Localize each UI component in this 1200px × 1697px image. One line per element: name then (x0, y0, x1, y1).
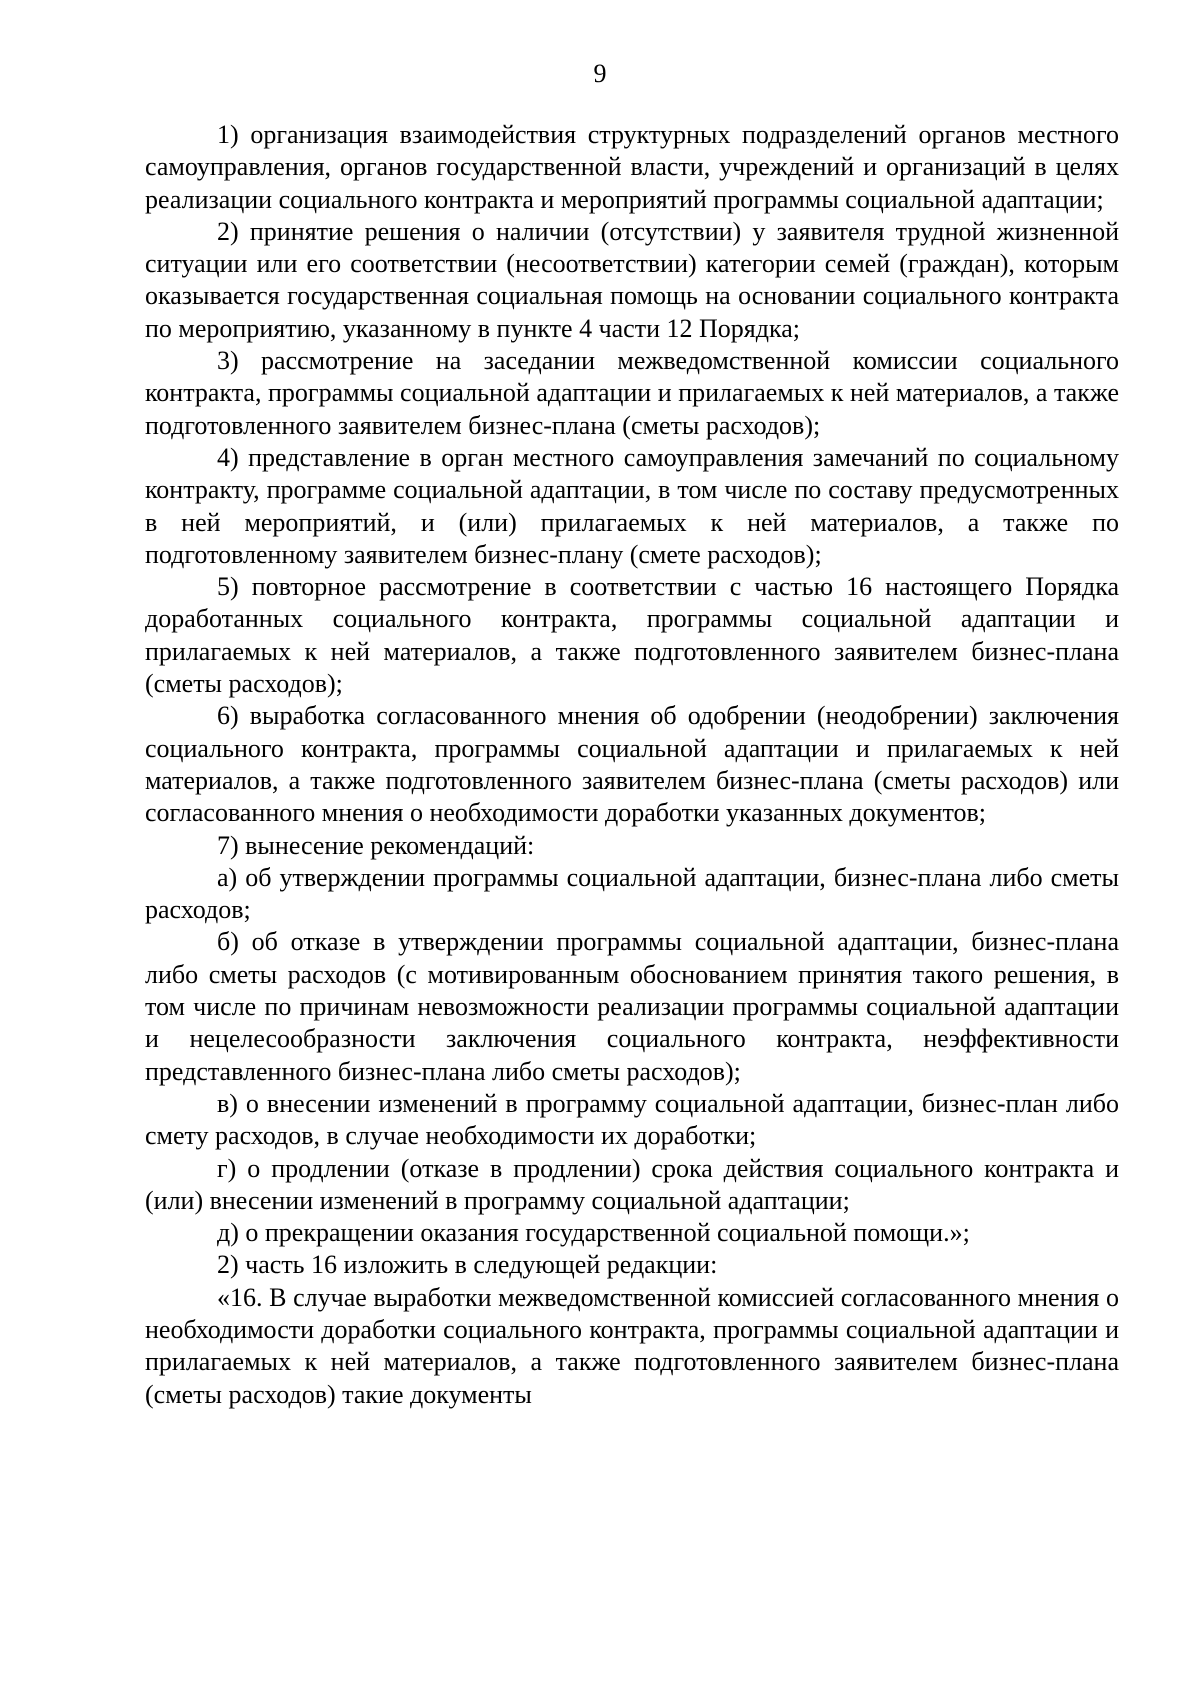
paragraph-item-4: 4) представление в орган местного самоуправления замечаний по социальному контракту, программе социальной адаптации, в том числе по составу предусмотренных в ней мероприятий, и (или) прилагаемых к ней материалов, а также по подготовленному заявителем бизнес-плану (смете расходов); (145, 442, 1119, 569)
paragraph-part-16: «16. В случае выработки межведомственной комиссией согласованного мнения о необходимости доработки социального контракта, программы социальной адаптации и прилагаемых к ней материалов, а также подготовленного заявителем бизнес-плана (сметы расходов) такие документы (145, 1282, 1119, 1409)
paragraph-item-5: 5) повторное рассмотрение в соответствии с частью 16 настоящего Порядка доработанных социального контракта, программы социальной адаптации и прилагаемых к ней материалов, а также подготовленного заявителем бизнес-плана (сметы расходов); (145, 572, 1119, 699)
paragraph-subitem-b: б) об отказе в утверждении программы социальной адаптации, бизнес-плана либо сметы расходов (с мотивированным обоснованием принятия такого решения, в том числе по причинам невозможности реализации программы социальной адаптации и нецелесообразности заключения социального контракта, неэффективности представленного бизнес-плана либо сметы расходов); (145, 927, 1119, 1086)
paragraph-subitem-a: а) об утверждении программы социальной адаптации, бизнес-плана либо сметы расходов; (145, 862, 1119, 925)
paragraph-item-1: 1) организация взаимодействия структурных подразделений органов местного самоуправления, органов государственной власти, учреждений и организаций в целях реализации социального контракта и мероприятий программы социальной адаптации; (145, 120, 1119, 214)
paragraph-subitem-g: г) о продлении (отказе в продлении) срока действия социального контракта и (или) внесении изменений в программу социальной адаптации; (145, 1153, 1119, 1215)
paragraph-item-6: 6) выработка согласованного мнения об одобрении (неодобрении) заключения социального контракта, программы социальной адаптации и прилагаемых к ней материалов, а также подготовленного заявителем бизнес-плана (сметы расходов) или согласованного мнения о необходимости доработки указанных документов; (145, 701, 1119, 828)
paragraph-item-7: 7) вынесение рекомендаций: (217, 830, 535, 860)
paragraph-subitem-v: в) о внесении изменений в программу социальной адаптации, бизнес-план либо смету расходов, в случае необходимости их доработки; (145, 1088, 1119, 1151)
paragraph-amendment-2: 2) часть 16 изложить в следующей редакции: (217, 1250, 718, 1280)
page-number: 9 (593, 59, 607, 88)
paragraph-item-3: 3) рассмотрение на заседании межведомственной комиссии социального контракта, программы социальной адаптации и прилагаемых к ней материалов, а также подготовленного заявителем бизнес-плана (сметы расходов); (145, 346, 1119, 440)
paragraph-item-2: 2) принятие решения о наличии (отсутствии) у заявителя трудной жизненной ситуации или его соответствии (несоответствии) категории семей (граждан), которым оказывается государственная социальная помощь на основании социального контракта по мероприятию, указанному в пункте 4 части 12 Порядка; (145, 216, 1119, 343)
paragraph-subitem-d: д) о прекращении оказания государственной социальной помощи.»; (217, 1218, 970, 1248)
document-body (145, 119, 1119, 1411)
